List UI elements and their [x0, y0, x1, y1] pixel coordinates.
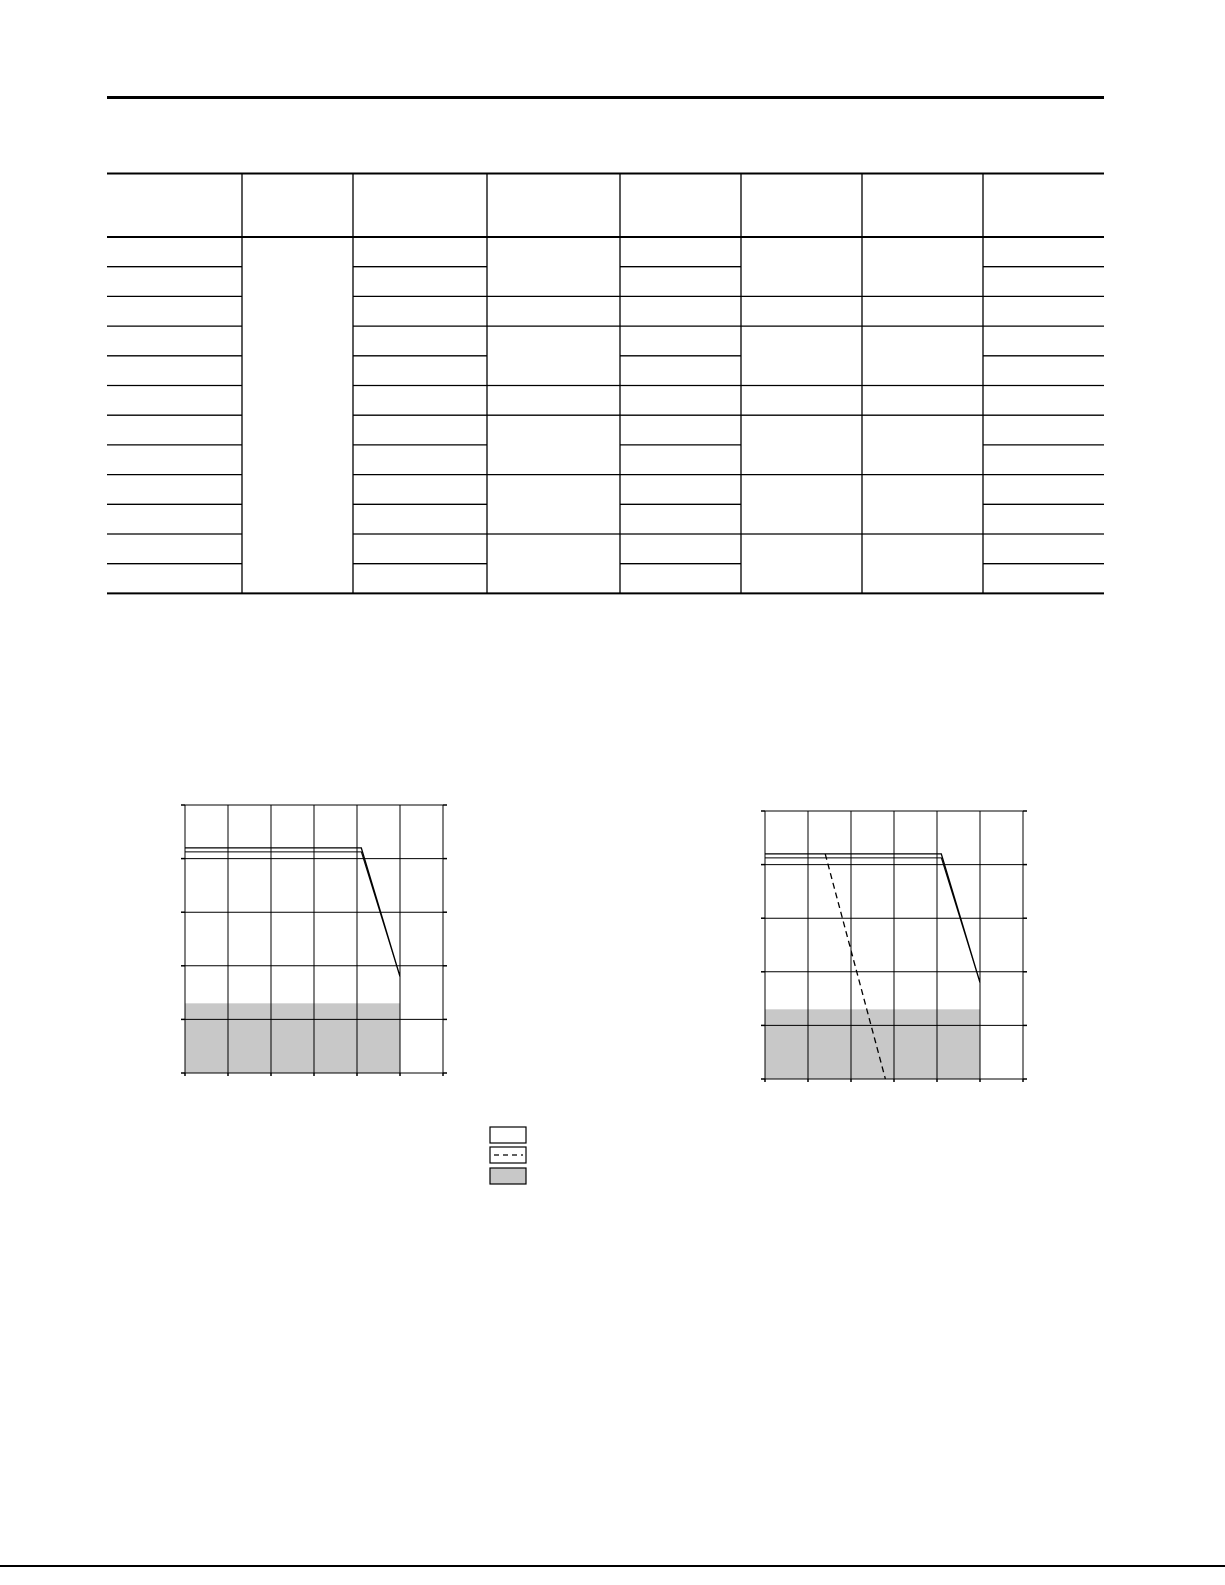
derating-chart-left — [175, 797, 450, 1080]
legend-swatch-gray-fill — [490, 1168, 526, 1184]
top-rule — [107, 96, 1104, 99]
chart-legend — [489, 1126, 529, 1186]
bottom-rule — [0, 1565, 1225, 1567]
derating-chart-right — [755, 803, 1030, 1086]
safe-operating-area — [765, 1009, 980, 1079]
safe-operating-area — [185, 1003, 400, 1073]
legend-swatch-outline — [490, 1127, 526, 1143]
spec-table — [107, 172, 1104, 595]
